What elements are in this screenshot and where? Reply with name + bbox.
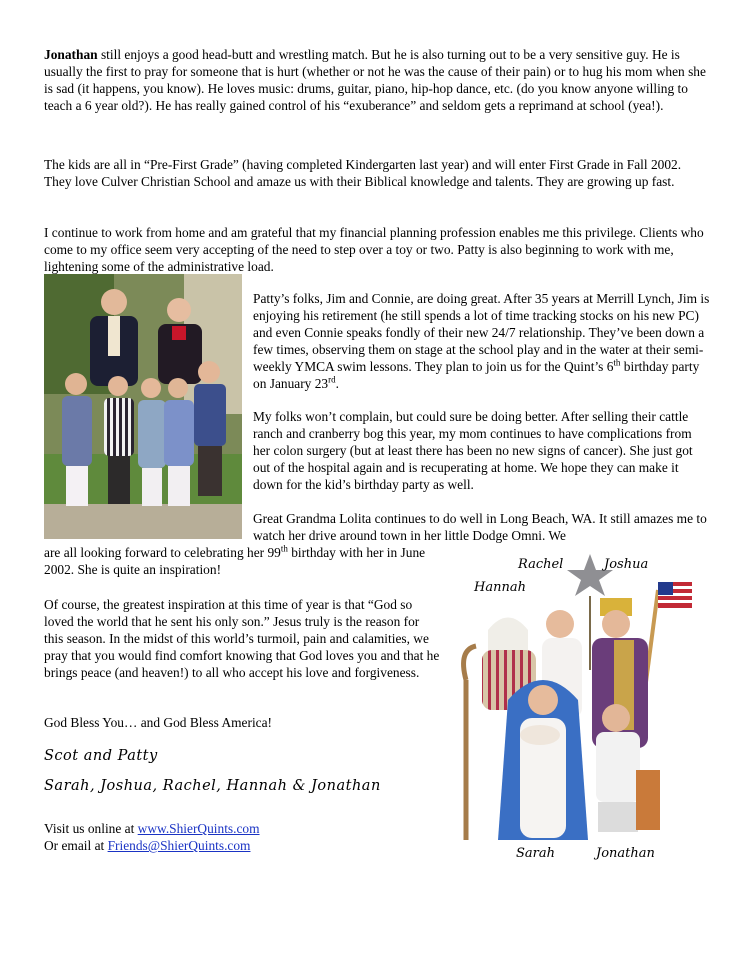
- contact-email-prefix: Or email at: [44, 838, 108, 853]
- caption-rachel: Rachel: [518, 557, 564, 572]
- paragraph-work: I continue to work from home and am grateful that my financial planning profession enables me this privilege. Clients who come to my office seem very accepting of the need to step over a toy or two. Patty is also beginning to work with me, lightening some of the administrative load.: [44, 225, 704, 274]
- paragraph-inspiration: Of course, the greatest inspiration at this time of year is that “God so loved the world that he sent his only son.” Jesus truly is the reason for this season. In the midst of this world’s turmoil, pain and calamities, we pray that you would find comfort knowing that God loves you and that he brings peace (and heaven!) to all who accept his love and forgiveness.: [44, 597, 440, 680]
- signature-parents: Scot and Patty: [44, 748, 158, 764]
- superscript-th: th: [613, 357, 621, 368]
- paragraph-my-folks: My folks won’t complain, but could sure be doing better. After selling their cattle ranch and cranberry bog this year, my mom continues to have complications from her colon surgery (but at least there has been no new signs of cancer). She just got out of the hospital again and is recuperating at home. We hope they can make it down for the kid’s birthday party as well.: [253, 409, 693, 492]
- contact-web-prefix: Visit us online at: [44, 821, 138, 836]
- paragraph-jonathan-text: still enjoys a good head-butt and wrestling match. But he is also turning out to be a very sensitive guy. He is usually the first to pray for someone that is hurt (whether or not he was the cause of their pain) or to hug his mom when she is sad (it happens, you know). He loves music: drums, guitar, piano, hip-hop dance, etc. (do you know anyone willing to teach a 6 year old?). He has really gained control of his “exuberance” and seldom gets a reprimand at school (yea!).: [44, 47, 706, 113]
- great-grandma-text-c: birthday with her in June: [287, 545, 426, 560]
- signature-children: Sarah, Joshua, Rachel, Hannah & Jonathan: [44, 778, 381, 794]
- caption-sarah: Sarah: [516, 846, 555, 861]
- paragraph-pattys-folks: [253, 290, 711, 392]
- pattys-folks-text-a: Patty’s folks, Jim and Connie, are doing great. After 35 years at Merrill Lynch, Jim is enjoying his retirement (he still spends a lot of time tracking stocks on his new PC) and even Connie speaks fondly of their new 24/7 relationship. They’ve been down a few times, observing them on stage at the school play and in the water at their semi-weekly YMCA swim lessons. They plan to join us for the Quint’s 6: [253, 291, 710, 374]
- paragraph-school: The kids are all in “Pre-First Grade” (having completed Kindergarten last year) and will enter First Grade in Fall 2002. They love Culver Christian School and amaze us with their Biblical knowledge and talents. They are growing up fast.: [44, 157, 682, 189]
- paragraph-blessing: God Bless You… and God Bless America!: [44, 715, 273, 730]
- great-grandma-text-b: are all looking forward to celebrating her 99: [44, 545, 281, 560]
- paragraph-great-grandma-b: [44, 544, 464, 578]
- name-jonathan: Jonathan: [44, 47, 98, 62]
- pattys-folks-text-b: birthday party on January 23: [253, 359, 700, 391]
- contact-web: [44, 820, 444, 837]
- contact-email: [44, 837, 444, 854]
- superscript-th-2: th: [280, 543, 288, 554]
- grandparents-family-photo: [44, 274, 242, 539]
- paragraph-jonathan: [44, 46, 708, 114]
- caption-hannah: Hannah: [474, 580, 526, 595]
- email-link[interactable]: Friends@ShierQuints.com: [107, 838, 251, 853]
- great-grandma-text-d: 2002. She is quite an inspiration!: [44, 562, 222, 577]
- website-link[interactable]: www.ShierQuints.com: [137, 821, 260, 836]
- nativity-costume-photo: [448, 550, 708, 870]
- paragraph-great-grandma-a: Great Grandma Lolita continues to do well in Long Beach, WA. It still amazes me to watch her drive around town in her little Dodge Omni. We: [253, 511, 707, 543]
- caption-jonathan: Jonathan: [596, 846, 655, 861]
- caption-joshua: Joshua: [604, 557, 649, 572]
- superscript-rd: rd: [328, 374, 336, 385]
- pattys-folks-text-c: .: [335, 376, 339, 391]
